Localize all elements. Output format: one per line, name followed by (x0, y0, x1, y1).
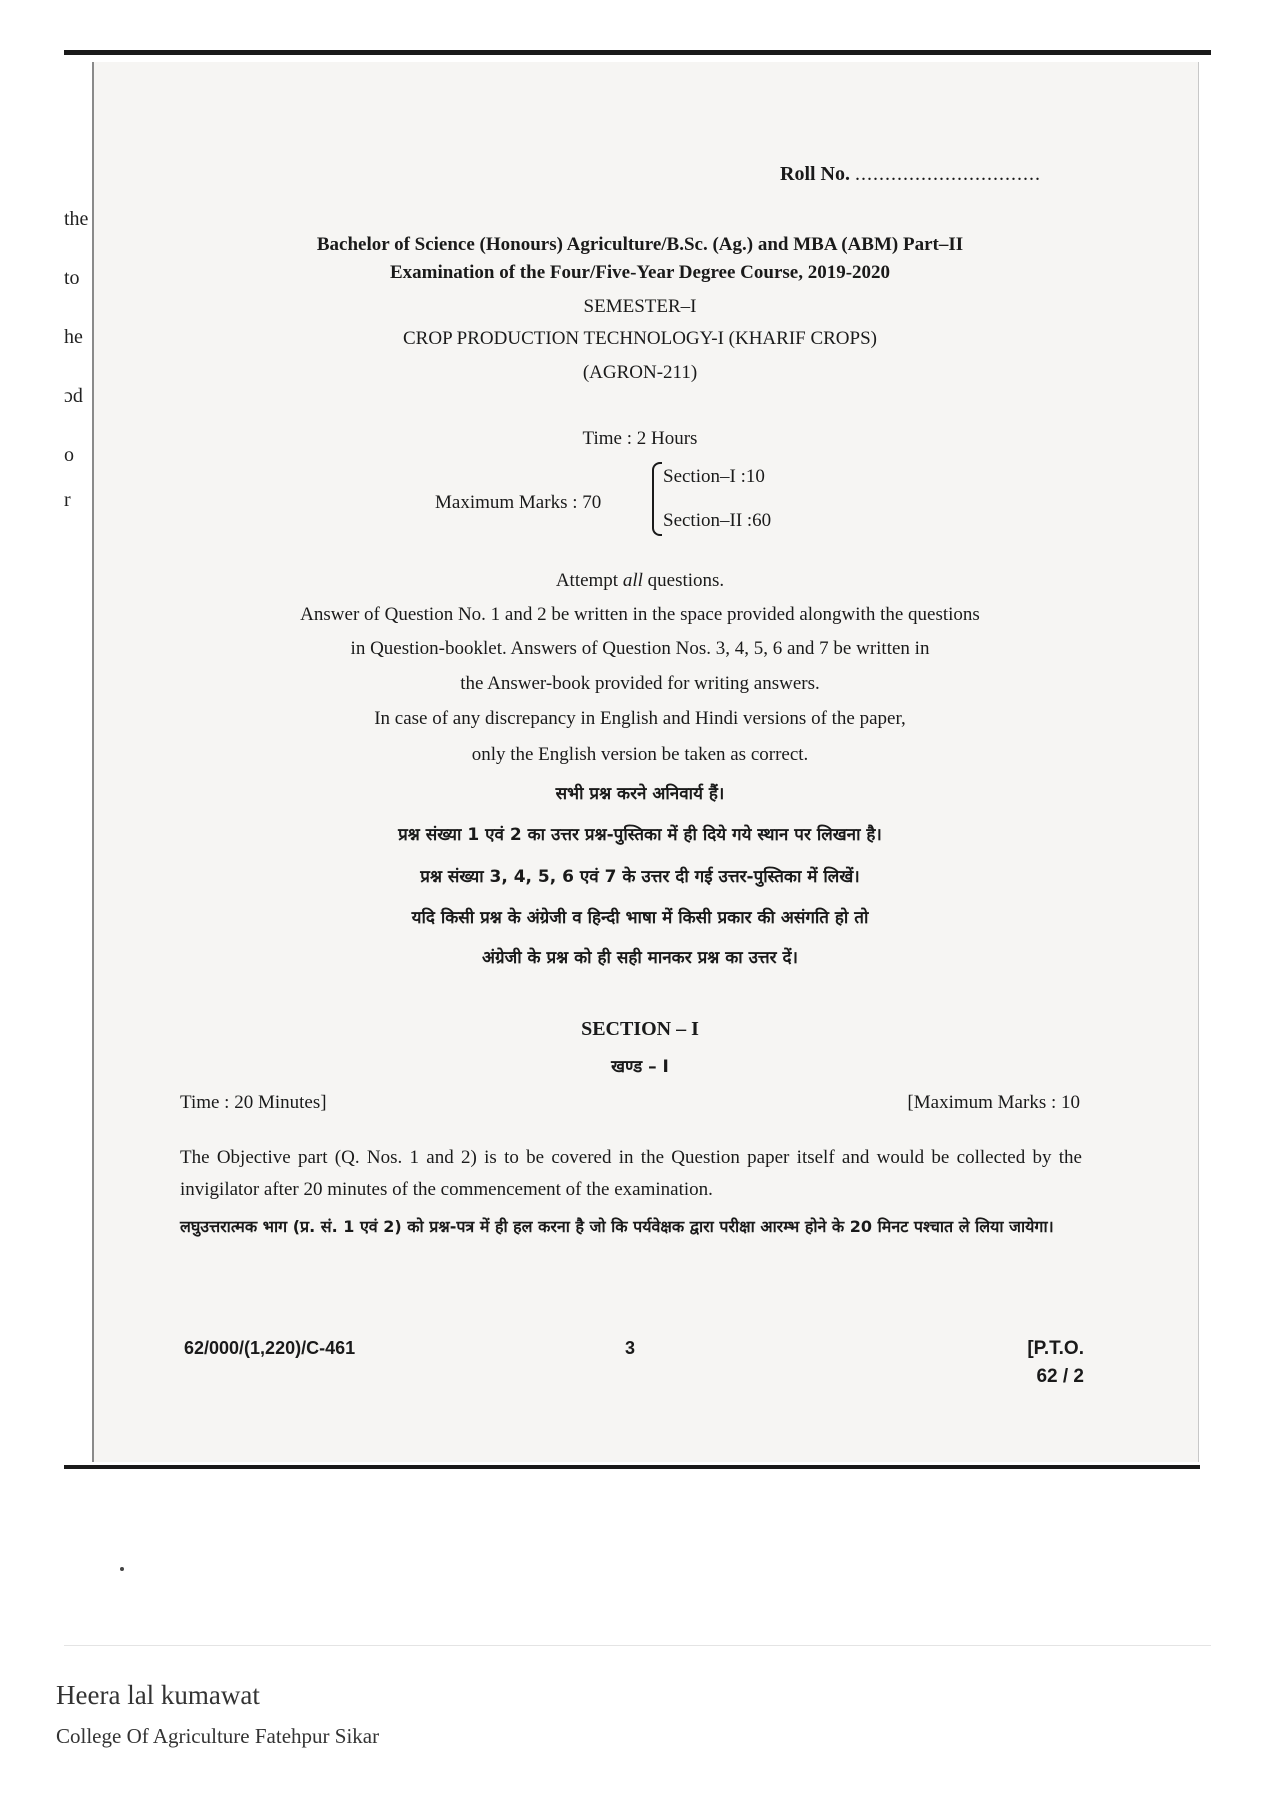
hindi-instruction: प्रश्न संख्या 3, 4, 5, 6 एवं 7 के उत्तर दी गई उत्तर-पुस्तिका में लिखें। (420, 867, 860, 887)
left-margin-fragments (64, 190, 88, 515)
margin-fragment: he (64, 326, 83, 348)
hindi-instruction: सभी प्रश्न करने अनिवार्य हैं। (555, 784, 725, 804)
roll-number-label: Roll No. (780, 163, 850, 185)
maximum-marks-label: Maximum Marks : 70 (435, 492, 602, 513)
section-max-marks: [Maximum Marks : 10 (907, 1092, 1080, 1113)
margin-fragment: o (64, 444, 74, 466)
pto-marker (1027, 1335, 1084, 1391)
semester: SEMESTER–I (583, 296, 697, 317)
bottom-border-rule (64, 1465, 1200, 1469)
section-title-hindi: खण्ड – I (611, 1057, 669, 1077)
section-time: Time : 20 Minutes] (180, 1092, 327, 1113)
subject-title: CROP PRODUCTION TECHNOLOGY-I (KHARIF CROPS) (403, 328, 877, 349)
exam-duration: Time : 2 Hours (582, 428, 698, 449)
instruction-attempt-all: Attempt all questions. (555, 570, 725, 591)
top-border-rule (64, 50, 1211, 55)
instruction-line: only the English version be taken as correct. (471, 744, 809, 765)
paper-code: 62/000/(1,220)/C-461 (184, 1338, 356, 1358)
page-number: 3 (625, 1338, 636, 1358)
hindi-instruction: अंग्रेजी के प्रश्न को ही सही मानकर प्रश्न का उत्तर दें। (482, 948, 798, 968)
instruction-line: In case of any discrepancy in English and Hindi versions of the paper, (374, 708, 906, 729)
exam-title: Examination of the Four/Five-Year Degree Course, 2019-2020 (389, 262, 891, 283)
roll-number (780, 163, 1041, 186)
hindi-instruction: यदि किसी प्रश्न के अंग्रेजी व हिन्दी भाषा में किसी प्रकार की असंगति हो तो (411, 908, 869, 928)
pto-text: [P.T.O. (1027, 1338, 1084, 1359)
brace (652, 462, 662, 536)
instruction-line: the Answer-book provided for writing answers. (460, 673, 820, 694)
section2-marks: Section–II :60 (663, 510, 772, 531)
roll-number-field: ............................... (855, 163, 1041, 185)
hindi-instruction: प्रश्न संख्या 1 एवं 2 का उत्तर प्रश्न-पुस्तिका में ही दिये गये स्थान पर लिखना है। (398, 825, 882, 845)
section-title: SECTION – I (581, 1018, 699, 1040)
credit-college: College Of Agriculture Fatehpur Sikar (56, 1724, 380, 1748)
degree-title: Bachelor of Science (Honours) Agriculture/B.Sc. (Ag.) and MBA (ABM) Part–II (316, 234, 964, 255)
faint-divider (64, 1645, 1211, 1646)
margin-fragment: ɔd (64, 385, 83, 407)
margin-fragment: r (64, 489, 71, 511)
sheet-number: 62 / 2 (1036, 1366, 1084, 1387)
instruction-line: Answer of Question No. 1 and 2 be written in the space provided alongwith the questions (300, 604, 980, 625)
credit-name: Heera lal kumawat (56, 1680, 260, 1710)
objective-instruction-hindi: लघुउत्तरात्मक भाग (प्र. सं. 1 एवं 2) को प्रश्न-पत्र में ही हल करना है जो कि पर्यवेक्षक द्वारा परीक्षा आरम्भ होने के 20 मिनट पश्चात ले लिया जायेगा। (180, 1217, 1054, 1236)
margin-fragment: to (64, 267, 80, 289)
instruction-line: in Question-booklet. Answers of Question Nos. 3, 4, 5, 6 and 7 be written in (350, 638, 930, 659)
section1-marks: Section–I :10 (663, 466, 765, 487)
course-code: (AGRON-211) (582, 362, 698, 383)
margin-fragment: the (64, 208, 89, 230)
objective-instruction: The Objective part (Q. Nos. 1 and 2) is to be covered in the Question paper itself and would be collected by the invigilator after 20 minutes of the commencement of the examination. (180, 1147, 1082, 1200)
speck (120, 1567, 124, 1571)
